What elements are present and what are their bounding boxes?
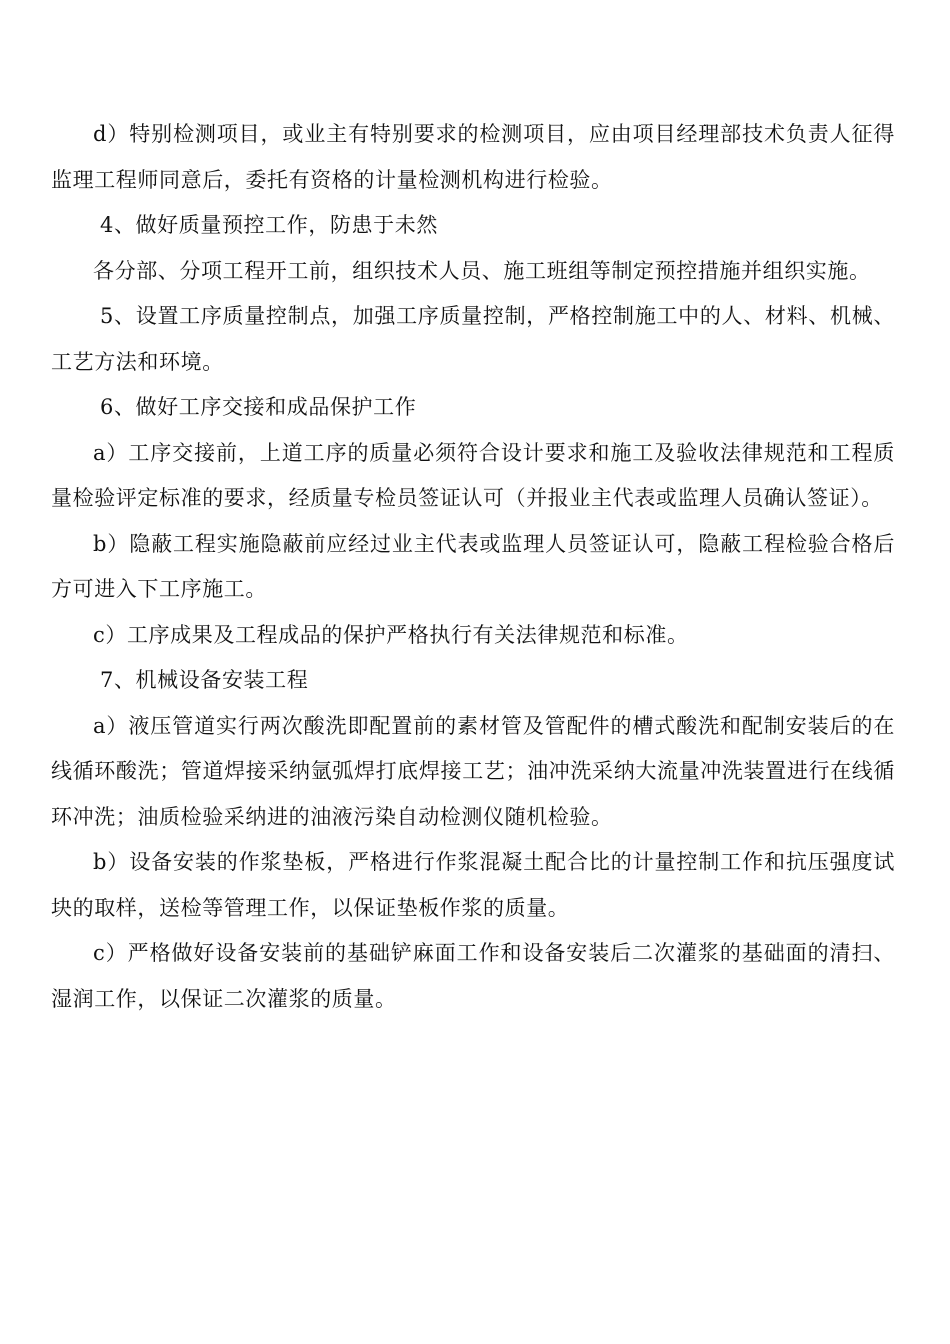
paragraph-a-handover: a）工序交接前，上道工序的质量必须符合设计要求和施工及验收法律规范和工程质量检验评定标准的要求，经质量专检员签证认可（并报业主代表或监理人员确认签证）。 [51, 440, 895, 510]
document-body [51, 112, 895, 1022]
paragraph-b-concealed-works: b）隐蔽工程实施隐蔽前应经过业主代表或监理人员签证认可，隐蔽工程检验合格后方可进入下工序施工。 [51, 531, 895, 601]
section-heading-6: 6、做好工序交接和成品保护工作 [100, 395, 417, 419]
section-heading-5: 5、设置工序质量控制点，加强工序质量控制，严格控制施工中的人、材料、机械、工艺方法和环境。 [51, 304, 895, 374]
paragraph-d-special-testing: d）特别检测项目，或业主有特别要求的检测项目，应由项目经理部技术负责人征得监理工程师同意后，委托有资格的计量检测机构进行检验。 [51, 122, 895, 192]
section-heading-7: 7、机械设备安装工程 [100, 668, 309, 692]
paragraph-c-product-protection: c）工序成果及工程成品的保护严格执行有关法律规范和标准。 [93, 622, 689, 647]
paragraph-b-grout-pads: b）设备安装的作浆垫板，严格进行作浆混凝土配合比的计量控制工作和抗压强度试块的取样，送检等管理工作，以保证垫板作浆的质量。 [51, 850, 895, 920]
paragraph-c-foundation-grouting: c）严格做好设备安装前的基础铲麻面工作和设备安装后二次灌浆的基础面的清扫、湿润工作，以保证二次灌浆的质量。 [51, 941, 895, 1011]
paragraph-a-hydraulic-piping: a）液压管道实行两次酸洗即配置前的素材管及管配件的槽式酸洗和配制安装后的在线循环酸洗；管道焊接采纳氩弧焊打底焊接工艺；油冲洗采纳大流量冲洗装置进行在线循环冲洗；油质检验采纳进的油液污染自动检测仪随机检验。 [51, 713, 895, 829]
section-heading-4: 4、做好质量预控工作，防患于未然 [100, 213, 438, 237]
paragraph-precontrol-measures: 各分部、分项工程开工前，组织技术人员、施工班组等制定预控措施并组织实施。 [93, 258, 871, 283]
